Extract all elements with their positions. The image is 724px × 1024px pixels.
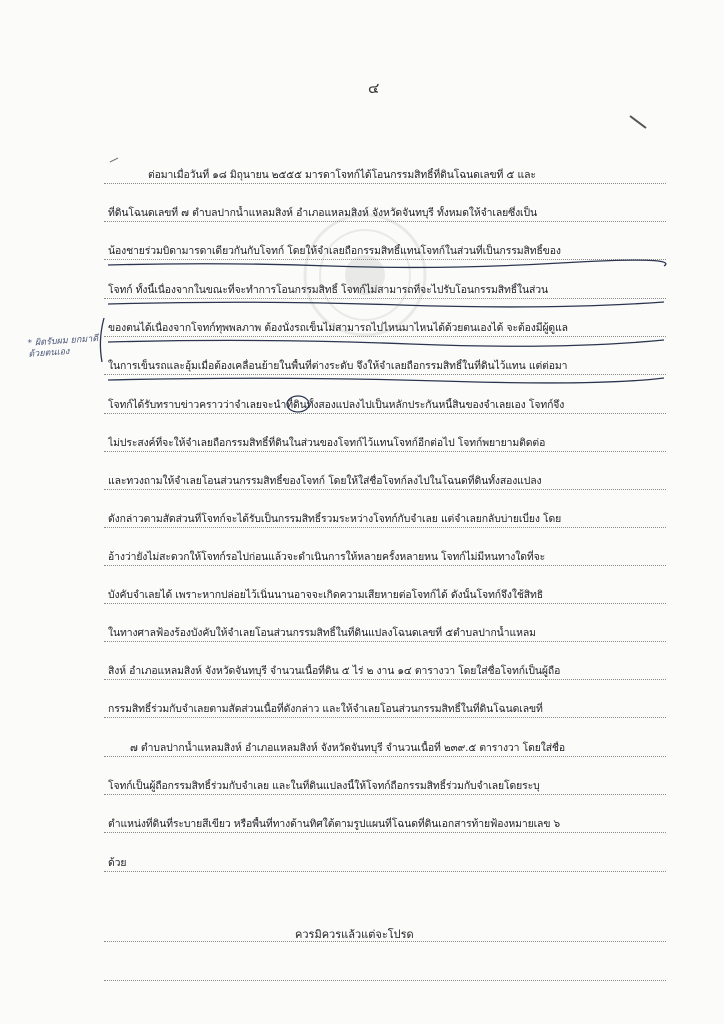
pen-mark-icon [110, 158, 118, 162]
body-line-19: ด้วย [108, 857, 127, 869]
body-line-8: ไม่ประสงค์ที่จะให้จำเลยถือกรรมสิทธิ์ที่ดินในส่วนของโจทก์ไว้แทนโจทก์อีกต่อไป โจทก์พยายามติดต่อ [108, 437, 546, 449]
body-line-15: กรรมสิทธิ์ร่วมกับจำเลยตามสัดส่วนเนื้อที่ดังกล่าว และให้จำเลยโอนส่วนกรรมสิทธิ์ในที่ดินโฉนดเลขที่ [108, 703, 543, 715]
signoff-text: ควรมิควรแล้วแต่จะโปรด [295, 928, 414, 941]
body-line-17: โจทก์เป็นผู้ถือกรรมสิทธิ์ร่วมกับจำเลย และในที่ดินแปลงนี้ให้โจทก์ถือกรรมสิทธิ์ร่วมกับจำเลยโดยระบุ [108, 780, 540, 792]
body-line-7: โจทก์ได้รับทราบข่าวคราวว่าจำเลยจะนำที่ดินทั้งสองแปลงไปเป็นหลักประกันหนี้สินของจำเลยเอง โจทก์จึง [108, 399, 565, 411]
pen-underline-icon [108, 260, 666, 267]
body-line-6: ในการเข็นรถและอุ้มเมื่อต้องเคลื่อนย้ายในพื้นที่ต่างระดับ จึงให้จำเลยถือกรรมสิทธิ์ในที่ดินไว้แทน แต่ต่อมา [108, 360, 568, 372]
pen-circle-icon [287, 396, 309, 412]
body-line-18: ตำแหน่งที่ดินที่ระบายสีเขียว หรือพื้นที่ทางด้านทิศใต้ตามรูปแผนที่โฉนดที่ดินเอกสารท้ายฟ้องหมายเลข ๖ [108, 818, 561, 830]
body-line-16: ๗ ตำบลปากน้ำแหลมสิงห์ อำเภอแหลมสิงห์ จังหวัดจันทบุรี จำนวนเนื้อที่ ๒๓๙.๕ ตารางวา โดยใส่ชื่อ [130, 742, 566, 754]
body-line-11: อ้างว่ายังไม่สะดวกให้โจทก์รอไปก่อนแล้วจะดำเนินการให้หลายครั้งหลายหน โจทก์ไม่มีหนทางใดที่จะ [108, 551, 546, 563]
body-line-5: ของตนได้เนื่องจากโจทก์ทุพพลภาพ ต้องนั่งรถเข็นไม่สามารถไปไหนมาไหนได้ด้วยตนเองได้ จะต้องมีผู้ดูแล [108, 322, 568, 334]
body-line-12: บังคับจำเลยได้ เพราะหากปล่อยไว้เนิ่นนานอาจจะเกิดความเสียหายต่อโจทก์ได้ ดังนั้นโจทก์จึงใช้สิทธิ [108, 589, 544, 601]
pen-underline-icon [108, 302, 664, 307]
body-line-3: น้องชายร่วมบิดามารดาเดียวกันกับโจทก์ โดยให้จำเลยถือกรรมสิทธิ์แทนโจทก์ในส่วนที่เป็นกรรมสิทธิ์ของ [108, 245, 561, 257]
body-line-9: และทวงถามให้จำเลยโอนส่วนกรรมสิทธิ์ของโจทก์ โดยให้ใส่ชื่อโจทก์ลงไปในโฉนดที่ดินทั้งสองแปลง [108, 475, 542, 487]
pen-bracket-icon [100, 318, 104, 362]
body-line-1: ต่อมาเมื่อวันที่ ๑๘ มิถุนายน ๒๕๕๕ มารดาโจทก์ได้โอนกรรมสิทธิ์ที่ดินโฉนดเลขที่ ๕ และ [148, 169, 536, 181]
page-number: ๔ [368, 79, 380, 97]
pen-underline-icon [108, 378, 664, 383]
body-line-2: ที่ดินโฉนดเลขที่ ๗ ตำบลปากน้ำแหลมสิงห์ อำเภอแหลมสิงห์ จังหวัดจันทบุรี ทั้งหมดให้จำเลยซึ่งเป็น [108, 207, 537, 219]
body-line-14: สิงห์ อำเภอแหลมสิงห์ จังหวัดจันทบุรี จำนวนเนื้อที่ดิน ๕ ไร่ ๒ งาน ๑๔ ตารางวา โดยใส่ชื่อโจทก์เป็นผู้ถือ [108, 665, 561, 677]
body-line-4: โจทก์ ทั้งนี้เนื่องจากในขณะที่จะทำการโอนกรรมสิทธิ์ โจทก์ไม่สามารถที่จะไปรับโอนกรรมสิทธิ์ในส่วน [108, 284, 548, 296]
handwritten-margin-note: * ผิดรับผม ยกมาดี ด้วยตนเอง [27, 333, 99, 360]
body-line-10: ดังกล่าวตามสัดส่วนที่โจทก์จะได้รับเป็นกรรมสิทธิ์รวมระหว่างโจทก์กับจำเลย แต่จำเลยกลับบ่ายเบี่ยง โดย [108, 513, 562, 525]
pen-underline-icon [108, 340, 664, 346]
body-line-13: ในทางศาลฟ้องร้องบังคับให้จำเลยโอนส่วนกรรมสิทธิ์ในที่ดินแปลงโฉนดเลขที่ ๕ตำบลปากน้ำแหลม [108, 627, 536, 639]
pen-mark-icon [630, 116, 646, 128]
